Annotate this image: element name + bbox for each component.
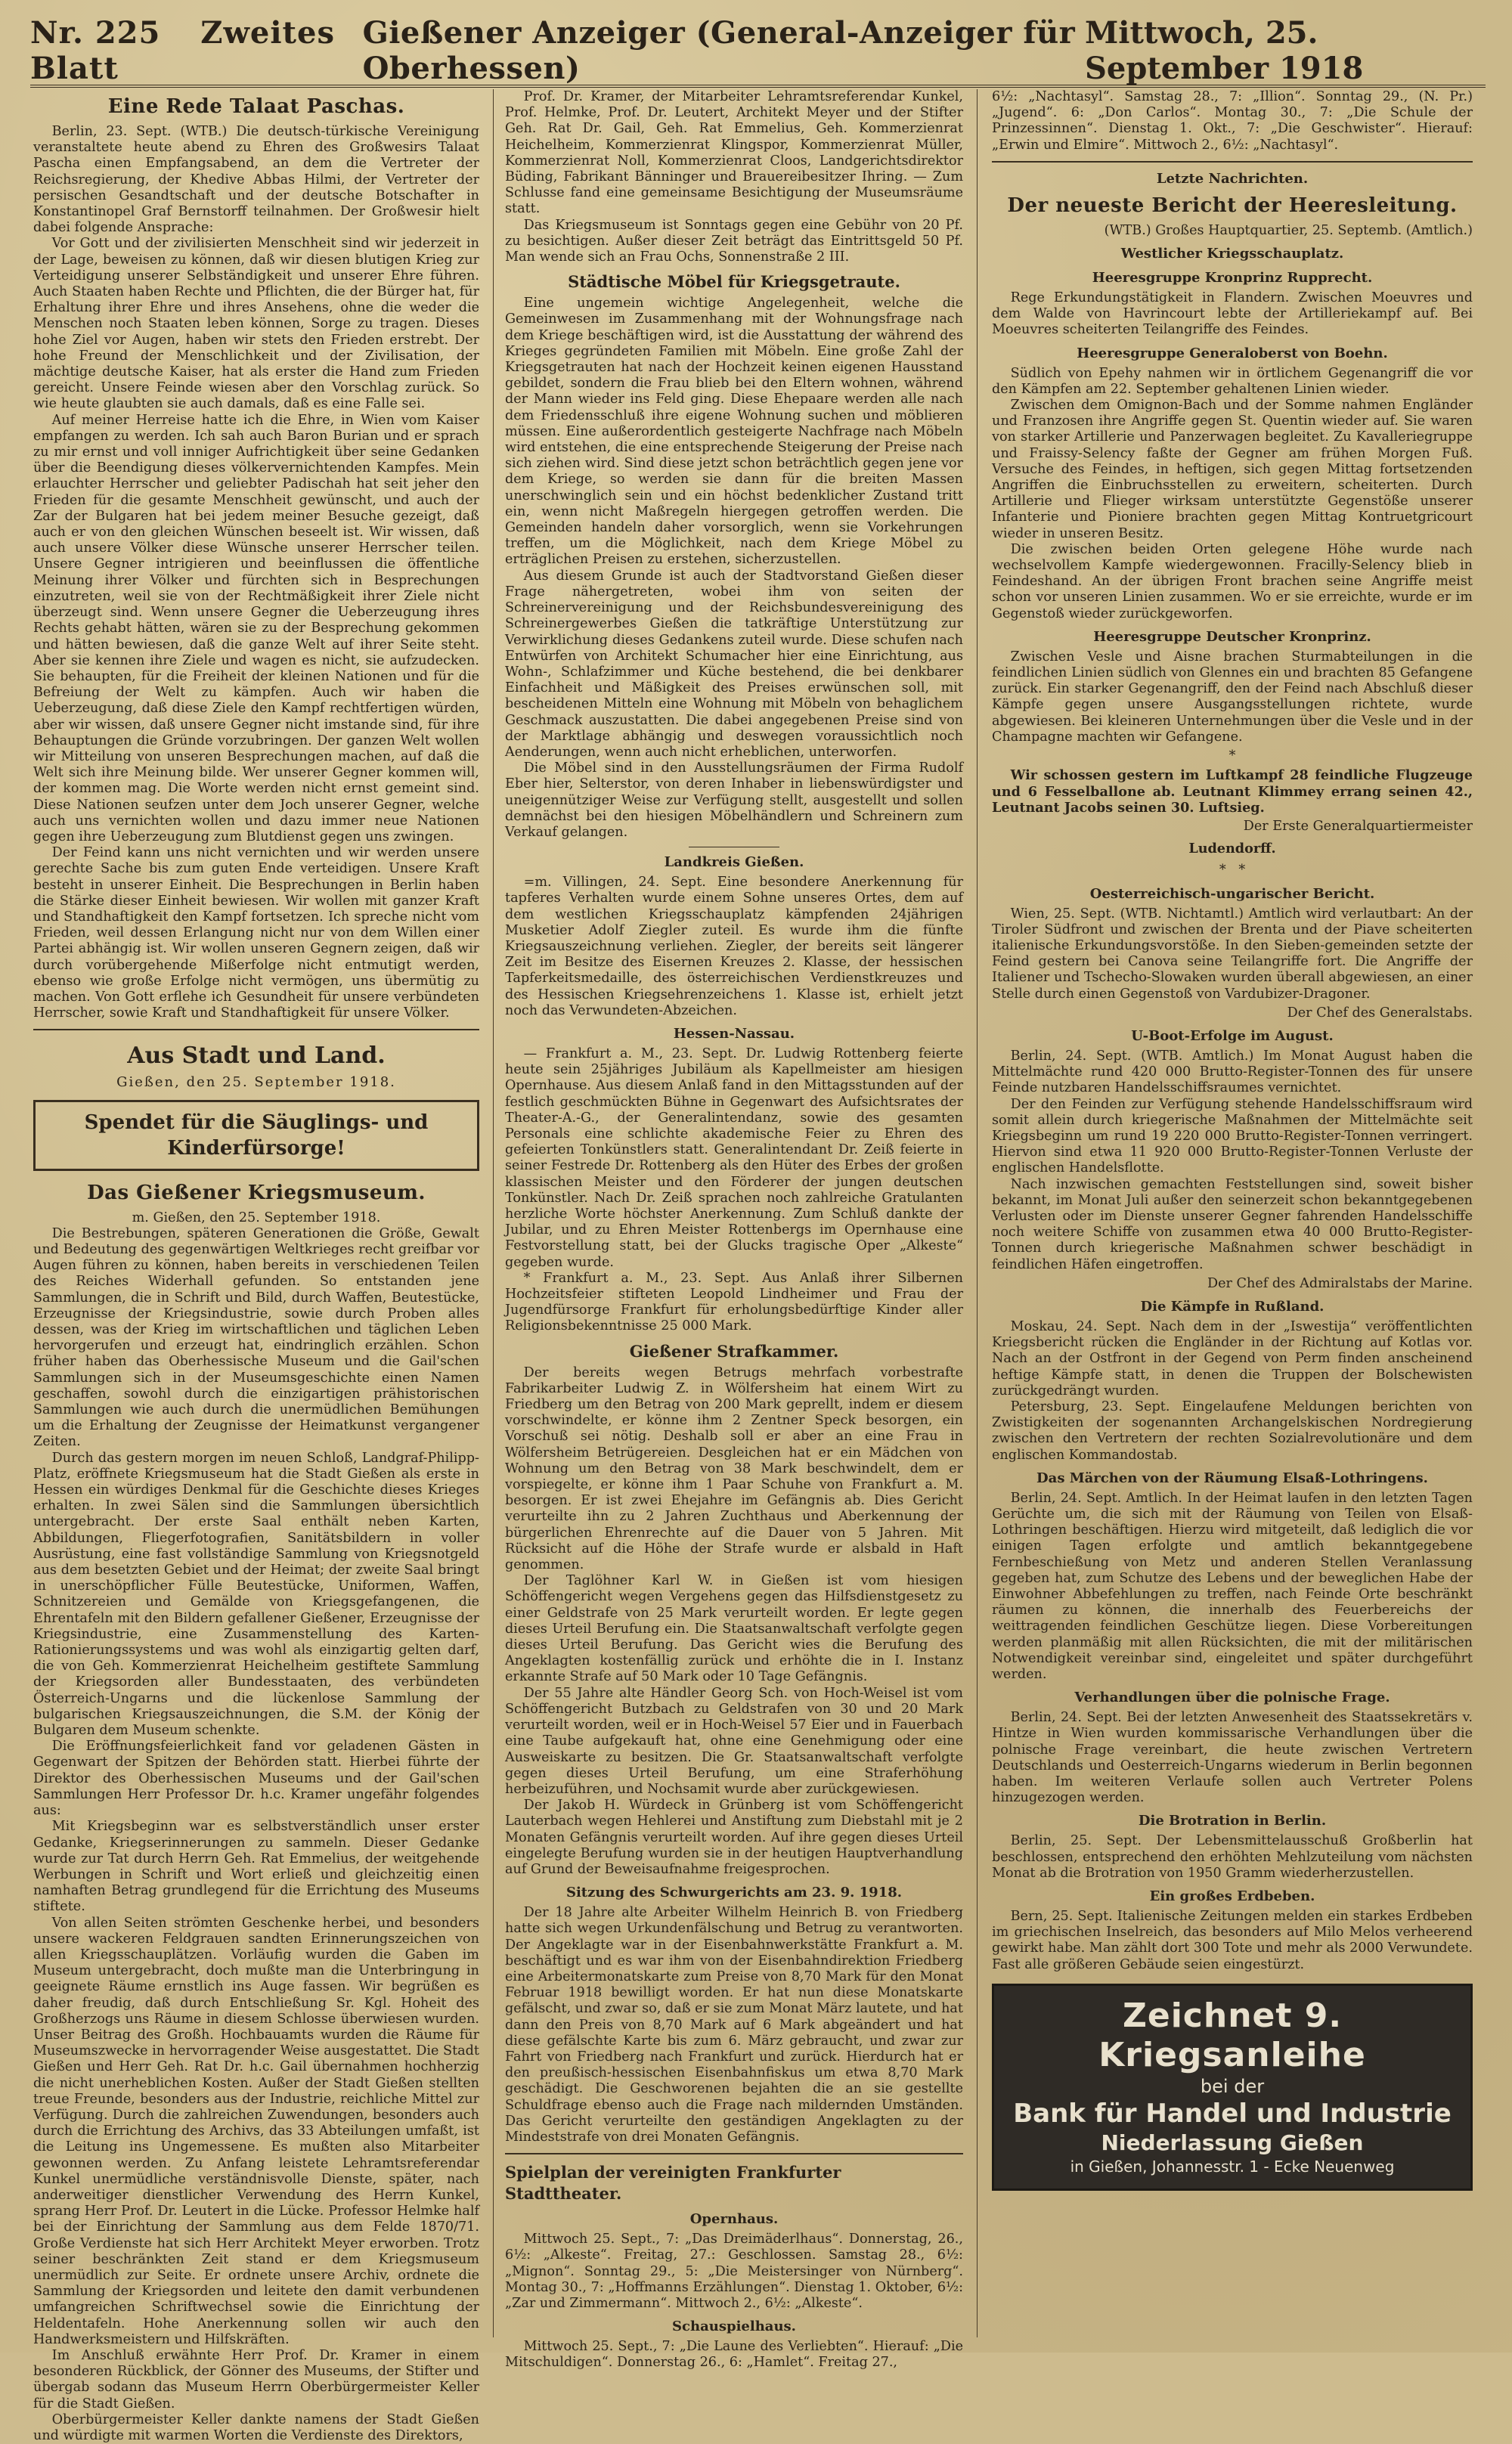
column-divider bbox=[493, 89, 494, 2337]
headline-brotration: Die Brotration in Berlin. bbox=[1138, 1813, 1327, 1829]
article-paragraph: Mittwoch 25. Sept., 7: „Das Dreimäderlhaus“. Donnerstag, 26., 6½: „Alkeste“. Freitag, 27.: Geschlossen. Samstag 28., 6½: „Mignon“. Sonntag 29., 5: „Die Meistersinger von Nürnberg“. Montag 30., 7: „Hoffmanns Erzählungen“. Dienstag 1. Oktober, 6½: „Zar und Zimmermann“. Mittwoch 2., 6½: „Alkeste“. bbox=[505, 2232, 963, 2311]
ad-address: in Gießen, Johannesstr. 1 - Ecke Neuenweg bbox=[1070, 2157, 1395, 2176]
article-paragraph: Der den Feinden zur Verfügung stehende Handelsschiffsraum wird somit allein durch kriegerische Maßnahmen der Mittelmächte seit Kriegsbeginn um rund 19 220 000 Brutto-Register-Tonnen verringert. Hiervon sind etwa 11 920 000 Brutto-Register-Tonnen Verluste der englischen Handelsflotte. bbox=[992, 1096, 1473, 1176]
subheading: Westlicher Kriegsschauplatz. bbox=[1120, 246, 1344, 262]
article-dateline: m. Gießen, den 25. September 1918. bbox=[132, 1210, 381, 1225]
headline-moebel: Städtische Möbel für Kriegsgetraute. bbox=[568, 272, 900, 292]
article-paragraph: Die Bestrebungen, späteren Generationen die Größe, Gewalt und Bedeutung des gegenwärtigen Weltkrieges recht greifbar vor Augen führen zu können, haben bereits in verschiedenen Teilen des Reiches Widerhall gefunden. So entstanden jene Sammlungen, die in Schrift und Bild, durch Waffen, Beutestücke, Erzeugnisse der Kriegsindustrie, sowie durch Proben alles dessen, was der Krieg im wirtschaftlichen und täglichen Leben hervorgerufen und erzeugt hat, eindringlich erzählen. Schon früher haben das Oberhessische Museum und die Gail'schen Sammlungen sich in der Museumsgeschichte einen Namen geschaffen, sowohl durch die einzigartigen prähistorischen Sammlungen wie auch durch die unermüdlichen Bemühungen um die Erhaltung der Zeugnisse der Heimatkunst vergangener Zeiten. bbox=[33, 1225, 479, 1450]
column-1 bbox=[33, 89, 479, 2444]
issue-date: Mittwoch, 25. September 1918 bbox=[1084, 15, 1364, 86]
article-paragraph: Vor Gott und der zivilisierten Menschheit sind wir jederzeit in der Lage, beweisen zu können, daß wir diesen blutigen Krieg zur Verteidigung unserer Selbständigkeit und unserer Ehre führen. Auch Staaten haben Rechte und Pflichten, die der Bürger hat, für Erhaltung ihrer Ehre und ihres Ansehens, ohne die weder die Menschen noch Staaten leben können, Sorge zu tragen. Dieses hohe Ziel vor Augen, haben wir stets den Frieden erstrebt. Der hohe Freund der Menschlichkeit und der Zivilisation, der mächtige deutsche Kaiser, hat als erster die Hand zum Frieden gereicht. Unsere Feinde wiesen aber den Vorschlag zurück. So wie heute glaubten sie auch damals, daß es eine Falle sei. bbox=[33, 236, 479, 412]
signature: Der Erste Generalquartiermeister bbox=[1243, 818, 1473, 834]
article-paragraph: Südlich von Epehy nahmen wir in örtlichem Gegenangriff die vor den Kämpfen am 22. September gehaltenen Linien wieder. bbox=[992, 365, 1473, 397]
article-paragraph: Der 18 Jahre alte Arbeiter Wilhelm Heinrich B. von Friedberg hatte sich wegen Urkundenfälschung und Betrug zu verantworten. Der Angeklagte war in der Eisenbahnwerkstätte Frankfurt a. M. beschäftigt und es war ihm von der Eisenbahndirektion Friedberg eine Arbeitermonatskarte zum Preise von 8,70 Mark für den Monat Februar 1918 bewilligt worden. Er hat nun diese Monatskarte gefälscht, und zwar so, daß er sie zum Monat März lautete, und hat dann den Preis von 8,70 Mark auf 6 Mark abgeändert und hat diese gefälschte Karte bis zum 6. März gebraucht, und zwar zur Fahrt von Friedberg nach Frankfurt und zurück. Hierdurch hat er den preußisch-hessischen Eisenbahnfiskus um etwa 8,70 Mark geschädigt. Die Geschworenen bejahten die an sie gestellte Schuldfrage ebenso auch die Frage nach mildernden Umständen. Das Gericht verurteilte den geständigen Angeklagten zu der Mindeststrafe von drei Monaten Gefängnis. bbox=[505, 1905, 963, 2145]
article-paragraph: Moskau, 24. Sept. Nach dem in der „Iswestija“ veröffentlichten Kriegsbericht rücken die Engländer in der Richtung auf Kotlas vor. Nach an der Ostfront in der Gegend von Perm finden anscheinend heftige Kämpfe statt, in denen die Truppen der Bolschewisten zurückgedrängt wurden. bbox=[992, 1318, 1473, 1399]
article-paragraph: Der 55 Jahre alte Händler Georg Sch. von Hoch-Weisel ist vom Schöffengericht Butzbach zu Geldstrafen von 30 und 20 Mark verurteilt worden, weil er in Hoch-Weisel 57 Eier und in Fauerbach eine Taube aufgekauft hat, ohne eine Genehmigung oder eine Ausweiskarte zu besitzen. Die Gr. Staatsanwaltschaft verfolgte gegen dieses Urteil Berufung, um eine Straferhöhung herbeizuführen, und Nochsamit wurde aber zurückgewiesen. bbox=[505, 1685, 963, 1797]
signature: Der Chef des Generalstabs. bbox=[1287, 1005, 1473, 1021]
article-paragraph: Die Eröffnungsfeierlichkeit fand vor geladenen Gästen in Gegenwart der Spitzen der Behörden statt. Hierbei führte der Direktor des Oberhessischen Museums und der Gail'schen Sammlungen Herr Professor Dr. h.c. Kramer ungefähr folgendes aus: bbox=[33, 1739, 479, 1819]
headline-talaat: Eine Rede Talaat Paschas. bbox=[107, 95, 405, 118]
article-paragraph: Zwischen Vesle und Aisne brachen Sturmabteilungen in die feindlichen Linien südlich von Glennes ein und brachten 85 Gefangene zurück. Ein starker Gegenangriff, den der Feind nach Abschluß dieser Kämpfe gegen unsere Ausgangsstellungen richtete, wurde abgewiesen. Bei kleineren Unternehmungen über die Vesle und in der Champagne machten wir Gefangene. bbox=[992, 649, 1473, 745]
article-paragraph: Mittwoch 25. Sept., 7: „Die Laune des Verliebten“. Hierauf: „Die Mitschuldigen“. Donnerstag 26., 6: „Hamlet“. Freitag 27., bbox=[505, 2339, 963, 2371]
subheading-schauspielhaus: Schauspielhaus. bbox=[672, 2319, 796, 2335]
column-2 bbox=[505, 89, 963, 2371]
article-paragraph: Zwischen dem Omignon-Bach und der Somme nahmen Engländer und Franzosen ihre Angriffe gegen St. Quentin wieder auf. Sie waren von starker Artillerie und Panzerwagen begleitet. Zu Kavalleriegruppe und Fraissy-Selency faßte der Gegner am frühen Morgen Fuß. Versuche des Feindes, in heftigen, sich gegen Mittag fortsetzenden Angriffen die Einbruchsstellen zu erweitern, scheiterten. Durch Artillerie und Flieger wirksam unterstützte Gegenstöße unserer Infanterie und Pioniere brachten gegen Mittag Kontruetgricourt wieder in unseren Besitz. bbox=[992, 398, 1473, 541]
article-paragraph: Nach inzwischen gemachten Feststellungen sind, soweit bisher bekannt, im Monat Juli außer den seinerzeit schon bekanntgegebenen Verlusten oder im Dienste unserer Gegner fahrenden Handelsschiffe noch weitere Schiffe von zusammen etwa 40 000 Brutto-Register-Tonnen durch kriegerische Maßnahmen schwer beschädigt in feindlichen Häfen eingetroffen. bbox=[992, 1176, 1473, 1272]
article-paragraph: * Frankfurt a. M., 23. Sept. Aus Anlaß ihrer Silbernen Hochzeitsfeier stifteten Leopold Lindheimer und Frau der Jugendfürsorge Frankfurt für erholungsbedürftige Kinder aller Religionsbekenntnisse 25 000 Mark. bbox=[505, 1270, 963, 1334]
ad-branch: Niederlassung Gießen bbox=[1101, 2130, 1364, 2155]
article-paragraph: Berlin, 24. Sept. Bei der letzten Anwesenheit des Staatssekretärs v. Hintze in Wien wurden kommissarische Verhandlungen über die polnische Frage vereinbart, die heute zwischen Vertretern Deutschlands und Oesterreich-Ungarns wiederum in Berlin begonnen haben. Im weiteren Verlaufe sollen auch Vertreter Polens hinzugezogen werden. bbox=[992, 1710, 1473, 1806]
article-paragraph: Der Jakob H. Würdeck in Grünberg ist vom Schöffengericht Lauterbach wegen Hehlerei und Anstiftung zum Diebstahl mit je 2 Monaten Gefängnis verurteilt worden. Auf ihre gegen dieses Urteil eingelegte Berufung wurden sie in der heutigen Hauptverhandlung auf Grund der Beweisaufnahme freigesprochen. bbox=[505, 1798, 963, 1877]
article-paragraph: Bern, 25. Sept. Italienische Zeitungen melden ein starkes Erdbeben im griechischen Inselreich, das besonders auf Milo Melos verheerend gewirkt habe. Man zählt dort 300 Tote und mehr als 2000 Verwundete. Fast alle größeren Gebäude seien eingestürzt. bbox=[992, 1909, 1473, 1972]
article-paragraph: Petersburg, 23. Sept. Eingelaufene Meldungen berichten von Zwistigkeiten der sogenannten Archangelskischen Nordregierung zwischen den Vertretern der rechten Sozialrevolutionäre und dem englischen Kommandostab. bbox=[992, 1399, 1473, 1463]
star-separator: * * bbox=[1219, 863, 1246, 878]
article-dateline: (WTB.) Großes Hauptquartier, 25. Septemb. (Amtlich.) bbox=[1104, 222, 1473, 238]
article-paragraph: Der bereits wegen Betrugs mehrfach vorbestrafte Fabrikarbeiter Ludwig Z. in Wölfersheim hat einem Wirt zu Friedberg um den Betrag von 200 Mark geprellt, indem er diesem vorschwindelte, er könne ihm 2 Zentner Speck besorgen, ein Vorschuß sei nötig. Deshalb soll er aber an eine Frau in Wölfersheim Betrügereien. Desgleichen hat er ein Mädchen von Wohnung um den Betrag von 38 Mark beschwindelt, dem er vorspiegelte, er könne ihm 1 Paar Schuhe von Frankfurt a. M. besorgen. Er ist zwei Ehejahre im Gefängnis ab. Dies Gericht verurteilte ihn zu 2 Jahren Zuchthaus und Aberkennung der bürgerlichen Ehrenrechte auf die Dauer von 5 Jahren. Mit Rücksicht auf die Höhe der Strafe wurde er alsbald in Haft genommen. bbox=[505, 1364, 963, 1573]
star-separator: * bbox=[1228, 748, 1236, 764]
article-paragraph: Prof. Dr. Kramer, der Mitarbeiter Lehramtsreferendar Kunkel, Prof. Helmke, Prof. Dr. Leutert, Architekt Meyer und der Stifter Geh. Rat Dr. Gail, Geh. Rat Emmelius, Geh. Kommerzienrat Heichelheim, Kommerzienrat Klingspor, Kommerzienrat Müller, Kommerzienrat Noll, Kommerzienrat Cloos, Landgerichtsdirektor Büding, Fabrikant Bänninger und Brauereibesitzer Ihring. — Zum Schlusse fand eine gemeinsame Besichtigung der Museumsräume statt. bbox=[505, 89, 963, 217]
article-paragraph: Der Taglöhner Karl W. in Gießen ist vom hiesigen Schöffengericht wegen Vergehens gegen das Hilfsdienstgesetz zu einer Geldstrafe von 25 Mark verurteilt worden. Er legte gegen dieses Urteil Berufung ein. Die Staatsanwaltschaft verfolgte gegen dieses Urteil Berufung. Das Gericht wies die Berufung des Angeklagten kostenfällig zurück und erhöhte die in I. Instanz erkannte Strafe auf 50 Mark oder 10 Tage Gefängnis. bbox=[505, 1573, 963, 1685]
article-paragraph: Auf meiner Herreise hatte ich die Ehre, in Wien vom Kaiser empfangen zu werden. Ich sah auch Baron Burian und er sprach zu mir ernst und voll inniger Aufrichtigkeit über seine Gedanken über die Beendigung dieses völkervernichtenden Kampfes. Mein erlauchter Herrscher und geliebter Padischah hat seit jeher den Frieden für die gesamte Menschheit gewünscht, und auch der Zar der Bulgaren hat bei jedem meiner Besuche gezeigt, daß auch er von den gleichen Wünschen beseelt ist. Wir wissen, daß auch unsere Völker diese Wünsche unserer Herrscher teilen. Unsere Gegner intrigieren und beeinflussen die öffentliche Meinung ihrer Völker und fürchten sich in Besprechungen einzutreten, weil sie von der Rechtmäßigkeit ihrer Ziele nicht überzeugt sind. Wenn unsere Gegner die Ueberzeugung ihres Rechts gehabt hätten, wären sie zu der Besprechung gekommen und hätten bewiesen, daß die ganze Welt auf ihrer Seite steht. Aber sie kennen ihre Ziele und wagen es nicht, sie aufzudecken. Sie behaupten, für die Freiheit der kleinen Nationen und für die Befreiung der Welt zu kämpfen. Auch wir haben die Ueberzeugung, daß diese Ziele den Kampf rechtfertigen würden, aber wir wissen, daß unsere Gegner nicht imstande sind, für ihre Behauptungen die Gründe vorzubringen. Der ganzen Welt wollen wir Mitteilung von unseren Besprechungen machen, auf daß die Welt sich ihre Meinung bilde. Wer unserer Gegner kommen will, der kommen mag. Die Worte werden nicht ernst gemeint sind. Diese Nationen seufzen unter dem Joch unserer Gegner, welche auch uns vernichten wollen und dazu immer neue Nationen gegen ihre Ueberzeugung zum Blutdienst gegen uns zwingen. bbox=[33, 412, 479, 844]
article-paragraph: Eine ungemein wichtige Angelegenheit, welche die Gemeinwesen im Zusammenhang mit der Wohnungsfrage nach dem Kriege beschäftigen wird, ist die Ausstattung der während des Krieges gegründeten Familien mit Möbeln. Eine große Zahl der Kriegsgetrauten hat nach der Hochzeit keinen eigenen Hausstand gebildet, sondern die Frau blieb bei den Eltern wohnen, während der Mann wieder ins Feld ging. Diese Ehepaare werden alle nach dem Friedensschluß ihre eigene Wohnung suchen und möblieren müssen. Eine außerordentlich gesteigerte Nachfrage nach Möbeln wird entstehen, die eine entsprechende Steigerung der Preise nach sich ziehen wird. Sind diese jetzt schon beträchtlich gegen jene vor dem Kriege, so werden sie dann für die breiten Massen unerschwinglich sein und ein höchst bedenklicher Zustand tritt ein, wenn nicht Maßregeln hiergegen getroffen werden. Die Gemeinden handeln daher vorsorglich, wenn sie Vorkehrungen treffen, um die Möglichkeit, nach dem Kriege Möbel zu erträglichen Preisen zu erstehen, sicherzustellen. bbox=[505, 296, 963, 568]
headline-elsass: Das Märchen von der Räumung Elsaß-Lothringens. bbox=[1036, 1470, 1428, 1486]
masthead-left bbox=[30, 15, 363, 86]
subheading: Heeresgruppe Kronprinz Rupprecht. bbox=[1092, 270, 1373, 287]
signature: Ludendorff. bbox=[1188, 841, 1276, 857]
headline-letzte-nachrichten: Letzte Nachrichten. bbox=[1156, 170, 1309, 187]
headline-schwurgericht: Sitzung des Schwurgerichts am 23. 9. 1918. bbox=[565, 1885, 903, 1901]
newspaper-title: Gießener Anzeiger (General-Anzeiger für Oberhessen) bbox=[362, 15, 1076, 86]
section-rule bbox=[505, 2153, 963, 2154]
spendet-banner: Spendet für die Säuglings- und Kinderfürsorge! bbox=[33, 1100, 479, 1171]
headline-strafkammer: Gießener Strafkammer. bbox=[629, 1341, 839, 1361]
subheading: Heeresgruppe Generaloberst von Boehn. bbox=[1077, 345, 1388, 361]
article-paragraph: Berlin, 24. Sept. (WTB. Amtlich.) Im Monat August haben die Mittelmächte rund 420 000 Brutto-Register-Tonnen des für unsere Feinde nutzbaren Handelsschiffsraumes vernichtet. bbox=[992, 1048, 1473, 1096]
article-paragraph: Berlin, 23. Sept. (WTB.) Die deutsch-türkische Vereinigung veranstaltete heute abend zu Ehren des Großwesirs Talaat Pascha einen Empfangsabend, an dem die Vertreter der Reichsregierung, der Khedive Abbas Hilmi, der Vertreter der persischen Gesandtschaft und der deutsche Botschafter in Konstantinopel Graf Bernstorff teilnahmen. Der Großwesir hielt dabei folgende Ansprache: bbox=[33, 124, 479, 236]
article-paragraph: 6½: „Nachtasyl“. Samstag 28., 7: „Illion“. Sonntag 29., (N. Pr.) „Jugend“. 6: „Don Carlos“. Montag 30., 7: „Die Schule der Prinzessinnen“. Dienstag 1. Okt., 7: „Die Geschwister“. Hierauf: „Erwin und Elmire“. Mittwoch 2., 6½: „Nachtasyl“. bbox=[992, 89, 1473, 153]
column-3 bbox=[992, 89, 1473, 2337]
subheading-opernhaus: Opernhaus. bbox=[689, 2211, 779, 2228]
article-paragraph: Von allen Seiten strömten Geschenke herbei, und besonders unsere wackeren Feldgrauen sandten Erinnerungszeichen von allen Kriegsschauplätzen. Vorläufig wurden die Gaben im Museum untergebracht, doch mußte man die Unterbringung in geeignete Räume ernstlich ins Auge fassen. Wir begrüßen es daher freudig, daß durch Entschließung Sr. Kgl. Hoheit des Großherzogs uns Räume in diesem Schlosse überwiesen wurden. Unser Beitrag des Großh. Hochbauamts wurden die Räume für Museumszwecke in hervorragender Weise ausgestattet. Die Stadt Gießen und Herr Geh. Rat Dr. h.c. Gail übernahmen hochherzig die nicht unerheblichen Kosten. Außer der Stadt Gießen stellten treue Freunde, besonders aus der Industrie, reichliche Mittel zur Verfügung. Durch die zahlreichen Zuwendungen, besonders auch durch die Errichtung des Archivs, das 33 Abteilungen umfaßt, ist die Leitung ins Ungemessene. Es mußten also Mitarbeiter gewonnen werden. Zu Anfang leistete Lehramtsreferendar Kunkel unermüdliche verständnisvolle Dienste, später, nach anderweitiger dienstlicher Verwendung des Herrn Kunkel, sprang Herr Prof. Dr. Leutert in die Lücke. Professor Helmke half bei der Einrichtung der Sammlung aus dem Felde 1870/71. Große Verdienste hat sich Herr Architekt Meyer erworben. Trotz seiner beschränkten Zeit stand er dem Kriegsmuseum unermüdlich zur Seite. Er ordnete unsere Archiv, ordnete die Sammlung der Kriegsorden und leitete den damit verbundenen umfangreichen Schriftwechsel sowie die Einrichtung der Heldentafeln. Hohe Anerkennung sollen wir auch den Handwerksmeistern und Hilfskräften. bbox=[33, 1915, 479, 2347]
article-paragraph: Der Feind kann uns nicht vernichten und wir werden unsere gerechte Sache bis zum guten Ende verteidigen. Unsere Kraft besteht in unserer Einheit. Die Besprechungen in Berlin haben die Stärke dieser Einheit bewiesen. Wir wollen mit ganzer Kraft und Standhaftigkeit den Kampf fortsetzen. Ich spreche nicht vom Frieden, weil dessen Erlangung nicht nur von dem Willen einer Partei abhängig ist. Wir wollen unseren Gegnern zeigen, daß wir durch vorübergehende Mißerfolge nicht entmutigt werden, ebenso wie große Erfolge nicht vermögen, uns übermütig zu machen. Von Gott erflehe ich Gesundheit für unsere verbündeten Herrscher, sowie Kraft und Standhaftigkeit für unsere Völker. bbox=[33, 845, 479, 1021]
headline-uboot: U-Boot-Erfolge im August. bbox=[1131, 1027, 1334, 1044]
headline-russland: Die Kämpfe in Rußland. bbox=[1140, 1298, 1325, 1315]
article-paragraph: Mit Kriegsbeginn war es selbstverständlich unser erster Gedanke, Kriegserinnerungen zu sammeln. Dieser Gedanke wurde zur Tat durch Herrn Geh. Rat Emmelius, der weitgehende Werbungen in Schrift und Wort erließ und gleichzeitig einen namhaften Betrag grundlegend für die Errichtung des Museums stiftete. bbox=[33, 1819, 479, 1915]
headline-oesterreich: Oesterreichisch-ungarischer Bericht. bbox=[1089, 885, 1375, 902]
section-rule bbox=[992, 161, 1473, 163]
article-paragraph: Durch das gestern morgen im neuen Schloß, Landgraf-Philipp-Platz, eröffnete Kriegsmuseum hat die Stadt Gießen als erste in Hessen ein würdiges Denkmal für die Geschichte dieses Krieges erhalten. In zwei Sälen sind die Sammlungen übersichtlich untergebracht. Der erste Saal enthält neben Karten, Abbildungen, Fliegerfotografien, Sanitätsbildern in voller Ausrüstung, eine fast vollständige Sammlung von Kriegsnotgeld aus dem besetzten Gebiet und der Heimat; der zweite Saal bringt in unerschöpflicher Fülle Beutestücke, Uniformen, Waffen, Schnitzereien und Gemälde von Kriegsgefangenen, die Ehrentafeln mit den Bildern gefallener Gießener, Erzeugnisse der Kriegsindustrie, eine Zusammenstellung des Karten-Rationierungssystems und was wohl als einzigartig gelten darf, die von Geh. Kommerzienrat Heichelheim gestiftete Sammlung der Kriegsorden aller Bundesstaaten, des verbündeten Österreich-Ungarns und die lückenlose Sammlung der bulgarischen Kriegsauszeichnungen, die S.M. der König der Bulgaren dem Museum schenkte. bbox=[33, 1450, 479, 1739]
masthead bbox=[30, 17, 1486, 88]
article-paragraph: Wien, 25. Sept. (WTB. Nichtamtl.) Amtlich wird verlautbart: An der Tiroler Südfront und zwischen der Brenta und der Piave scheiterten italienische Erkundungsvorstöße. In den Sieben-gemeinden setzte der Feind gestern bei Canova seine Teilangriffe fort. Die Angriffe der Italiener und Tschecho-Slowaken wurden überall abgewiesen, an einer Stelle durch einen Gegenstoß von Vardubizer-Dragoner. bbox=[992, 906, 1473, 1002]
article-paragraph: Im Anschluß erwähnte Herr Prof. Dr. Kramer in einem besonderen Rückblick, der Gönner des Museums, der Stifter und übergab sodann das Museum Herrn Oberbürgermeister Keller für die Stadt Gießen. bbox=[33, 2348, 479, 2411]
subheading: Heeresgruppe Deutscher Kronprinz. bbox=[1093, 628, 1371, 645]
issue-number: Nr. 225 bbox=[30, 15, 161, 51]
column-divider bbox=[977, 89, 978, 2337]
article-paragraph: Berlin, 25. Sept. Der Lebensmittelausschuß Großberlin hat beschlossen, entsprechend den erhöhten Mehlzuteilung vom nächsten Monat ab die Brotration von 1950 Gramm wiederherzustellen. bbox=[992, 1833, 1473, 1881]
article-paragraph: — Frankfurt a. M., 23. Sept. Dr. Ludwig Rottenberg feierte heute sein 25jähriges Jubiläum als Kapellmeister am hiesigen Opernhause. Aus diesem Anlaß fand in den Mittagsstunden auf der festlich geschmückten Bühne in Gegenwart des Aufsichtsrates der Theater-A.-G., der Generalintendanz, sowie des gesamten Personals eine schlichte akademische Feier zu Ehren des gefeierten Tonkünstlers statt. Generalintendant Dr. Zeiß feierte in seiner Festrede Dr. Rottenberg als den Hüter des Erbes der großen klassischen Meister und den Förderer der jungen deutschen Tonkünstler. Nach Dr. Zeiß sprachen noch zahlreiche Gratulanten herzliche Worte höchster Anerkennung. Zum Schluß dankte der Jubilar, und zu Ehren Meister Rottenbergs im Opernhause eine Festvorstellung statt, bei der Glucks tragische Oper „Alkeste“ gegeben wurde. bbox=[505, 1045, 963, 1270]
article-paragraph: Rege Erkundungstätigkeit in Flandern. Zwischen Moeuvres und dem Walde von Havrincourt lebte der Artilleriekampf auf. Bei Moeuvres scheiterten Teilangriffe des Feindes. bbox=[992, 290, 1473, 338]
article-paragraph: Das Kriegsmuseum ist Sonntags gegen eine Gebühr von 20 Pf. zu besichtigen. Außer dieser Zeit beträgt das Eintrittsgeld 50 Pf. Man wende sich an Frau Ochs, Sonnenstraße 2 III. bbox=[505, 217, 963, 265]
article-paragraph: Oberbürgermeister Keller dankte namens der Stadt Gießen und würdigte mit warmen Worten die Verdienste des Direktors, bbox=[33, 2411, 479, 2444]
ad-headline: Zeichnet 9. Kriegsanleihe bbox=[1098, 1996, 1366, 2074]
section-heading-stadt: Aus Stadt und Land. bbox=[127, 1042, 386, 1070]
article-paragraph: Wir schossen gestern im Luftkampf 28 feindliche Flugzeuge und 6 Fesselballone ab. Leutnant Klimmey errang seinen 42., Leutnant Jacobs seinen 30. Luftsieg. bbox=[992, 767, 1473, 816]
headline-erdbeben: Ein großes Erdbeben. bbox=[1149, 1888, 1315, 1905]
ad-text: bei der bbox=[1200, 2075, 1265, 2097]
headline-kriegsmuseum: Das Gießener Kriegsmuseum. bbox=[87, 1181, 426, 1204]
article-paragraph: Die Möbel sind in den Ausstellungsräumen der Firma Rudolf Eber hier, Selterstor, von deren Inhaber in liebenswürdigster und uneigennütziger Weise zur Verfügung stellt, ausgestellt und sollen demnächst bei den hiesigen Möbelhändlern und Schreinern zum Verkauf gelangen. bbox=[505, 760, 963, 840]
signature: Der Chef des Admiralstabs der Marine. bbox=[1207, 1275, 1473, 1291]
ad-bank-name: Bank für Handel und Industrie bbox=[1013, 2098, 1452, 2129]
headline-heeresbericht: Der neueste Bericht der Heeresleitung. bbox=[1007, 194, 1458, 217]
section-rule bbox=[33, 1029, 479, 1030]
headline-spielplan: Spielplan der vereinigten Frankfurter Stadttheater. bbox=[505, 2163, 841, 2204]
article-paragraph: =m. Villingen, 24. Sept. Eine besondere Anerkennung für tapferes Verhalten wurde einem Sohne unseres Ortes, dem auf dem westlichen Kriegsschauplatz kämpfenden 24jährigen Musketier Adolf Ziegler zuteil. Es wurde ihm die fünfte Kriegsauszeichnung verliehen. Ziegler, der bereits seit längerer Zeit im Besitze des Eisernen Kreuzes 2. Klasse, der hessischen Tapferkeitsmedaille, des österreichischen Verdienstkreuzes und des Hessischen Kriegsehrenzeichens 1. Klasse ist, erhielt jetzt noch das Verwundeten-Abzeichen. bbox=[505, 875, 963, 1018]
dateline: Gießen, den 25. September 1918. bbox=[116, 1074, 396, 1091]
article-paragraph: Berlin, 24. Sept. Amtlich. In der Heimat laufen in den letzten Tagen Gerüchte um, die sich mit der Räumung von Teilen von Elsaß-Lothringen beschäftigen. Hierzu wird mitgeteilt, daß lediglich die vor einigen Tagen erfolgte und amtlich bekanntgegebene Fernbeschießung von Metz und anderen Stellen Veranlassung gegeben hat, zum Schutze des Lebens und der beweglichen Habe der Einwohner Abbefehlungen zu treffen, nach Feinde Orte beschränkt räumen zu können, die innerhalb des Feuerbereichs der weittragenden feindlichen Geschütze liegen. Diese Vorbereitungen werden planmäßig mit allen Rücksichten, die mit der militärischen Notwendigkeit vereinbar sind, eingeleitet und später durchgeführt werden. bbox=[992, 1490, 1473, 1683]
sheet-label: Zweites Blatt bbox=[30, 15, 335, 86]
headline-landkreis: Landkreis Gießen. bbox=[664, 854, 804, 871]
kriegsanleihe-advertisement bbox=[992, 1984, 1473, 2191]
article-paragraph: Die zwischen beiden Orten gelegene Höhe wurde nach wechselvollem Kampfe wiedergewonnen. Fracilly-Selency blieb in Feindeshand. An der übrigen Front brachen seine Angriffe meist schon vor unseren Linien zusammen. Wo er sie erreichte, wurde er im Gegenstoß wieder zurückgeworfen. bbox=[992, 541, 1473, 621]
headline-polen: Verhandlungen über die polnische Frage. bbox=[1074, 1690, 1390, 1706]
headline-hessen-nassau: Hessen-Nassau. bbox=[673, 1025, 795, 1042]
article-paragraph: Aus diesem Grunde ist auch der Stadtvorstand Gießen dieser Frage nähergetreten, wobei ihm von seiten der Schreinervereinigung und der Reichsbundesvereinigung des Schreinergewerbes Gießen die tatkräftige Unterstützung zur Verwirklichung dieses Gedankens zuteil wurde. Diese schufen nach Entwürfen von Architekt Schumacher hier eine Einrichtung, aus Wohn-, Schlafzimmer und Küche bestehend, die bei denkbarer Einfachheit und Mäßigkeit des Preises erwünschen soll, mit bescheidenen Mitteln eine Wohnung mit Möbeln von behaglichem Geschmack auszustatten. Die dabei angegebenen Preise sind von der Marktlage abhängig und deswegen voraussichtlich noch Aenderungen, wenn auch nicht erheblichen, unterworfen. bbox=[505, 568, 963, 760]
